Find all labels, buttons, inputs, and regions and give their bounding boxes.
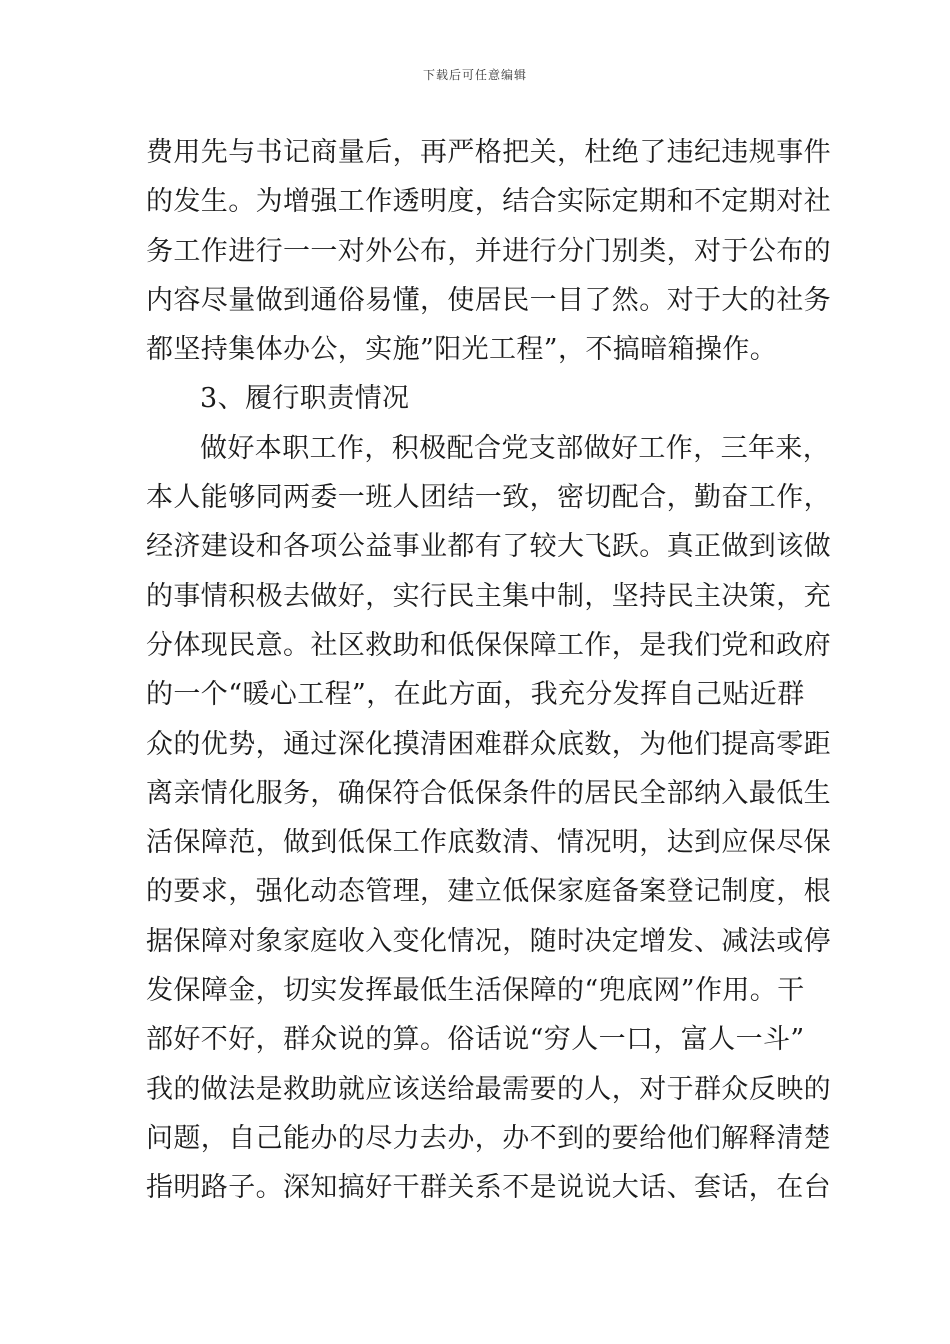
text-line: 指明路子。深知搞好干群关系不是说说大话、套话，在台 [146,1172,831,1204]
text-line: 本人能够同两委一班人团结一致，密切配合，勤奋工作， [146,482,831,514]
document-body [146,128,831,1213]
text-line: 部好不好，群众说的算。俗话说“穷人一口，富人一斗” [146,1024,805,1056]
text-line: 据保障对象家庭收入变化情况，随时决定增发、减法或停 [146,925,831,957]
text-line: 费用先与书记商量后，再严格把关，杜绝了违纪违规事件 [146,137,831,168]
text-line: 活保障范，做到低保工作底数清、情况明，达到应保尽保 [146,827,831,859]
text-line: 内容尽量做到通俗易懂，使居民一目了然。对于大的社务 [146,284,831,316]
text-line: 的发生。为增强工作透明度，结合实际定期和不定期对社 [146,186,831,218]
text-line: 众的优势，通过深化摸清困难群众底数，为他们提高零距 [146,728,831,760]
text-line: 的事情积极去做好，实行民主集中制，坚持民主决策，充 [146,580,831,612]
text-line: 发保障金，切实发挥最低生活保障的“兜底网”作用。干 [146,975,805,1007]
text-line: 做好本职工作，积极配合党支部做好工作，三年来， [200,432,831,464]
text-line: 分体现民意。社区救助和低保保障工作，是我们党和政府 [146,629,831,661]
text-line: 问题，自己能办的尽力去办，办不到的要给他们解释清楚 [146,1122,831,1154]
text-line: 离亲情化服务，确保符合低保条件的居民全部纳入最低生 [146,777,831,809]
text-line: 我的做法是救助就应该送给最需要的人，对于群众反映的 [146,1073,831,1105]
page-header: 下载后可任意编辑 [422,68,527,82]
text-line: 经济建设和各项公益事业都有了较大飞跃。真正做到该做 [146,531,831,563]
text-line: 的一个“暖心工程”，在此方面，我充分发挥自己贴近群 [146,679,805,711]
text-line: 都坚持集体办公，实施”阳光工程”，不搞暗箱操作。 [146,334,778,366]
text-line: 务工作进行一一对外公布，并进行分门别类，对于公布的 [146,235,831,267]
section-heading: 3、履行职责情况 [200,383,410,415]
text-line: 的要求，强化动态管理，建立低保家庭备案登记制度，根 [146,876,831,908]
